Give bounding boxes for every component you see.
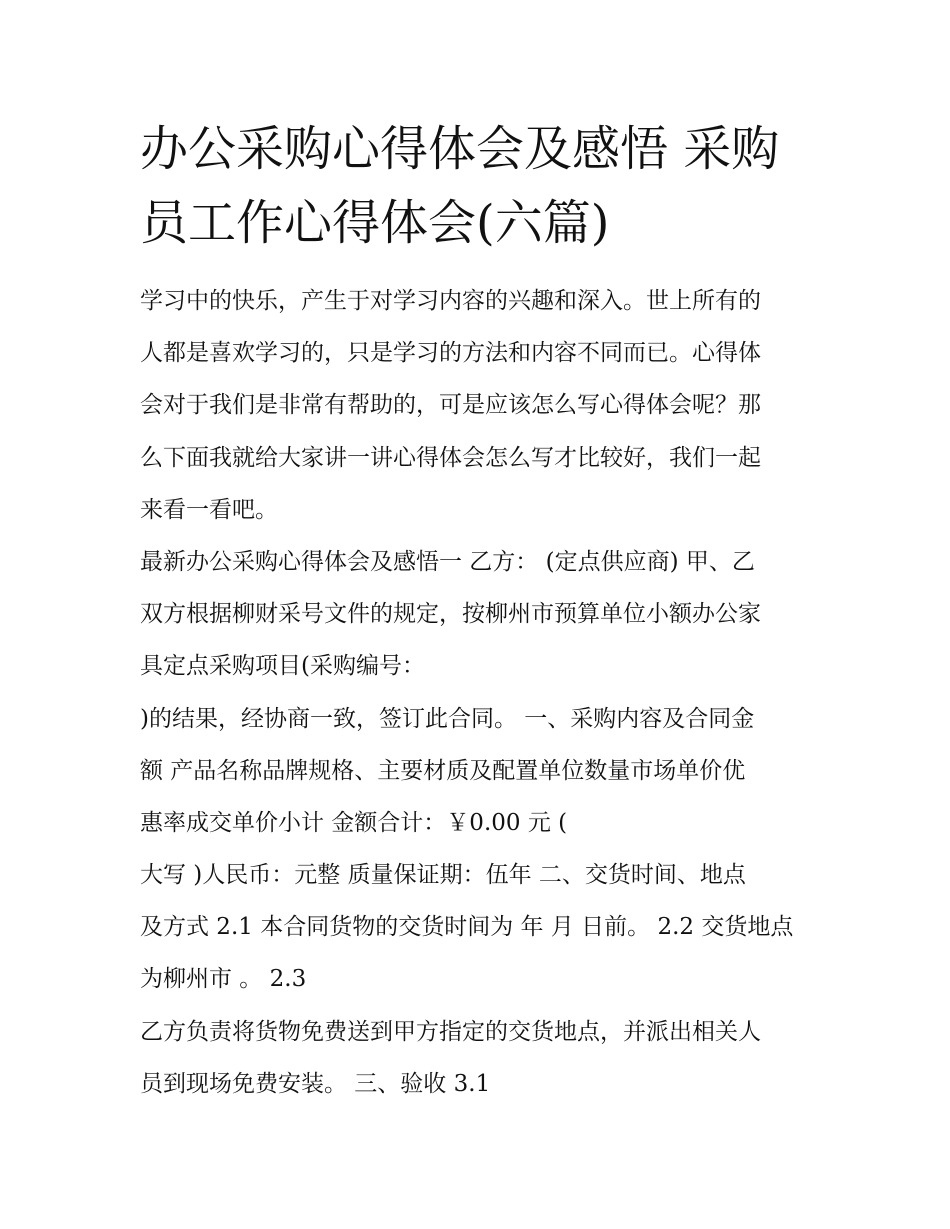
document-body [140, 278, 830, 1113]
body-line: 学习中的快乐，产生于对学习内容的兴趣和深入。世上所有的 [140, 288, 761, 314]
title-line: 员工作心得体会(六篇) [140, 195, 610, 251]
body-line: 为柳州市 。 2.3 [140, 966, 307, 993]
document-title [140, 112, 820, 260]
body-line: 双方根据柳财采号文件的规定，按柳州市预算单位小额办公家 [140, 601, 761, 628]
body-line: 额 产品名称品牌规格、主要材质及配置单位数量市场单价优 [140, 757, 746, 784]
body-line: 最新办公采购心得体会及感悟一 乙方： (定点供应商) 甲、乙 [140, 548, 755, 575]
body-line: )的结果，经协商一致，签订此合同。 一、采购内容及合同金 [140, 705, 755, 732]
title-line: 办公采购心得体会及感悟 采购 [140, 121, 780, 177]
body-line: 么下面我就给大家讲一讲心得体会怎么写才比较好，我们一起 [140, 444, 761, 471]
body-line: 人都是喜欢学习的，只是学习的方法和内容不同而已。心得体 [140, 340, 761, 367]
body-line: 乙方负责将货物免费送到甲方指定的交货地点，并派出相关人 [140, 1018, 761, 1045]
body-line: 会对于我们是非常有帮助的，可是应该怎么写心得体会呢？那 [140, 392, 761, 419]
body-line: 来看一看吧。 [140, 496, 278, 523]
body-line: 惠率成交单价小计 金额合计：￥0.00 元 ( [140, 809, 568, 836]
body-line: 大写 )人民币：元整 质量保证期：伍年 二、交货时间、地点 [140, 862, 746, 889]
body-line: 员到现场免费安装。 三、验收 3.1 [140, 1070, 491, 1097]
body-line: 及方式 2.1 本合同货物的交货时间为 年 月 日前。 2.2 交货地点 [140, 914, 794, 941]
body-line: 具定点采购项目(采购编号： [140, 653, 425, 680]
